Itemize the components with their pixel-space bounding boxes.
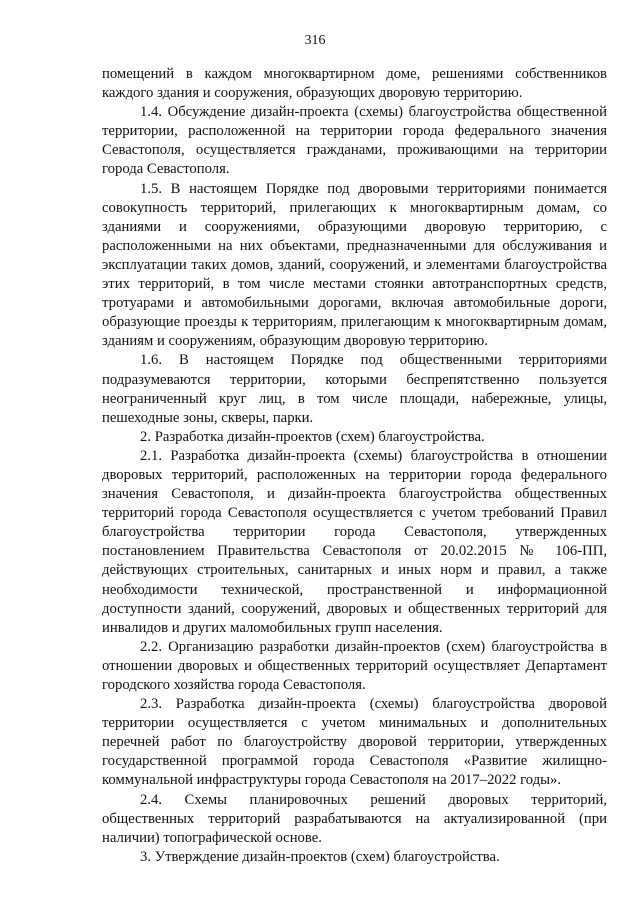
paragraph-2-2: 2.2. Организацию разработки дизайн-проектов (схем) благоустройства в отношении дворовых и общественных территорий осуществляет Департамент городского хозяйства города Севастополя. (102, 638, 607, 693)
paragraph-continuation: помещений в каждом многоквартирном доме, решениями собственников каждого здания и сооружения, образующих дворовую территорию. (102, 66, 607, 102)
page-body (102, 65, 607, 867)
page-number: 316 (304, 33, 326, 48)
paragraph-1-5: 1.5. В настоящем Порядке под дворовыми территориями понимается совокупность территорий, прилегающих к многоквартирным домам, со зданиями и сооружениями, образующими дворовую территорию, с расположенными на них объектами, предназначенными для обслуживания и эксплуатации таких домов, зданий, сооружений, и элементами благоустройства этих территорий, в том числе местами стоянки автотранспортных средств, тротуарами и автомобильными дорогами, включая автомобильные дороги, образующие проезды к территориям, прилегающим к многоквартирным домам, зданиям и сооружениям, образующим дворовую территорию. (102, 180, 607, 350)
paragraph-1-6: 1.6. В настоящем Порядке под общественными территориями подразумеваются территории, которыми беспрепятственно пользуется неограниченный круг лиц, в том числе площади, набережные, улицы, пешеходные зоны, скверы, парки. (102, 352, 607, 426)
section-heading-3: 3. Утверждение дизайн-проектов (схем) благоустройства. (140, 848, 500, 865)
paragraph-2-4: 2.4. Схемы планировочных решений дворовых территорий, общественных территорий разрабатываются на актуализированной (при наличии) топографической основе. (102, 791, 607, 846)
paragraph-2-1: 2.1. Разработка дизайн-проекта (схемы) благоустройства в отношении дворовых территорий, расположенных на территории города федерального значения Севастополя, и дизайн-проекта благоустройства общественных территорий города Севастополя осуществляется с учетом требований Правил благоустройства территории города Севастополя, утвержденных постановлением Правительства Севастополя от 20.02.2015 № 106-ПП, действующих строительных, санитарных и иных норм и правил, а также необходимости технической, пространственной и информационной доступности зданий, сооружений, дворовых и общественных территорий для инвалидов и других маломобильных групп населения. (102, 447, 607, 636)
section-heading-2: 2. Разработка дизайн-проектов (схем) благоустройства. (140, 428, 485, 445)
paragraph-2-3: 2.3. Разработка дизайн-проекта (схемы) благоустройства дворовой территории осуществляется с учетом минимальных и дополнительных перечней работ по благоустройству дворовой территории, утвержденных государственной программой города Севастополя «Развитие жилищно-коммунальной инфраструктуры города Севастополя на 2017–2022 годы». (102, 696, 607, 789)
paragraph-1-4: 1.4. Обсуждение дизайн-проекта (схемы) благоустройства общественной территории, расположенной на территории города федерального значения Севастополя, осуществляется гражданами, проживающими на территории города Севастополя. (102, 104, 607, 178)
